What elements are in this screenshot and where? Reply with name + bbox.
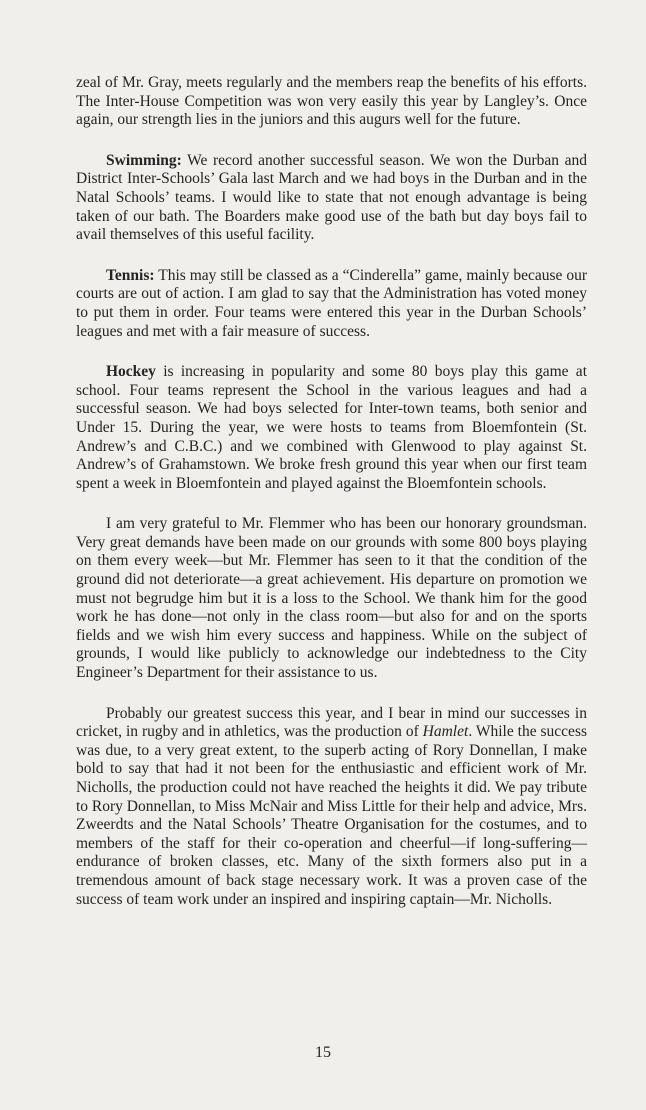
paragraph-swimming <box>76 152 587 245</box>
paragraph-continuation: zeal of Mr. Gray, meets regularly and the members reap the benefits of his efforts. The Inter-House Competition was won very easily this year by Langley’s. Once again, our strength lies in the juniors and this augurs well for the future. <box>76 74 587 129</box>
paragraph-hockey <box>76 363 587 493</box>
swimming-heading: Swimming: <box>106 151 182 169</box>
hamlet-text-before: Probably our greatest success this year, and I bear in mind our successes in cricket, in rugby and in athletics, was the production of <box>76 704 587 741</box>
hamlet-title: Hamlet <box>422 723 469 741</box>
paragraph-hamlet <box>76 705 587 910</box>
paragraph-tennis <box>76 267 587 341</box>
tennis-text: This may still be classed as a “Cinderella” game, mainly because our courts are out of action. I am glad to say that the Administration has voted money to put them in order. Four teams were entered this year in the Durban Schools’ leagues and met with a fair measure of success. <box>76 266 587 340</box>
swimming-text: We record another successful season. We won the Durban and District Inter-Schools’ Gala last March and we had boys in the Durban and in the Natal Schools’ teams. I would like to state that not enough advantage is being taken of our bath. The Boarders make good use of the bath but day boys fail to avail themselves of this useful facility. <box>76 151 587 244</box>
page-number: 15 <box>315 1044 331 1061</box>
page-body <box>76 74 587 931</box>
paragraph-groundsman: I am very grateful to Mr. Flemmer who has been our honorary groundsman. Very great demands have been made on our grounds with some 800 boys playing on them every week—but Mr. Flemmer has seen to it that the condition of the ground did not deteriorate—a great achievement. His departure on promotion we must not begrudge him but it is a loss to the School. We thank him for the good work he has done—not only in the class room—but also for and on the sports fields and we wish him every success and happiness. While on the subject of grounds, I would like publicly to acknowledge our indebtedness to the City Engineer’s Department for their assistance to us. <box>76 515 587 682</box>
hockey-text: is increasing in popularity and some 80 boys play this game at school. Four teams represent the School in the various leagues and had a successful season. We had boys selected for Inter-town teams, both senior and Under 15. During the year, we were hosts to teams from Bloemfontein (St. Andrew’s and C.B.C.) and we combined with Glenwood to play against St. Andrew’s of Grahamstown. We broke fresh ground this year when our first team spent a week in Bloemfontein and played against the Bloemfontein schools. <box>76 363 587 492</box>
tennis-heading: Tennis: <box>106 266 155 284</box>
hamlet-text-after: . While the success was due, to a very great extent, to the superb acting of Rory Donnellan, I make bold to say that had it not been for the enthusiastic and efficient work of Mr. Nicholls, the production could not have reached the heights it did. We pay tribute to Rory Donnellan, to Miss McNair and Miss Little for their help and advice, Mrs. Zweerdts and the Natal Schools’ Theatre Organisation for the costumes, and to members of the staff for their co-operation and cheerful—if long-suffering—endurance of broken classes, etc. Many of the sixth formers also put in a tremendous amount of back stage necessary work. It was a proven case of the success of team work under an inspired and inspiring captain—Mr. Nicholls. <box>76 723 588 908</box>
hockey-heading: Hockey <box>106 363 156 381</box>
